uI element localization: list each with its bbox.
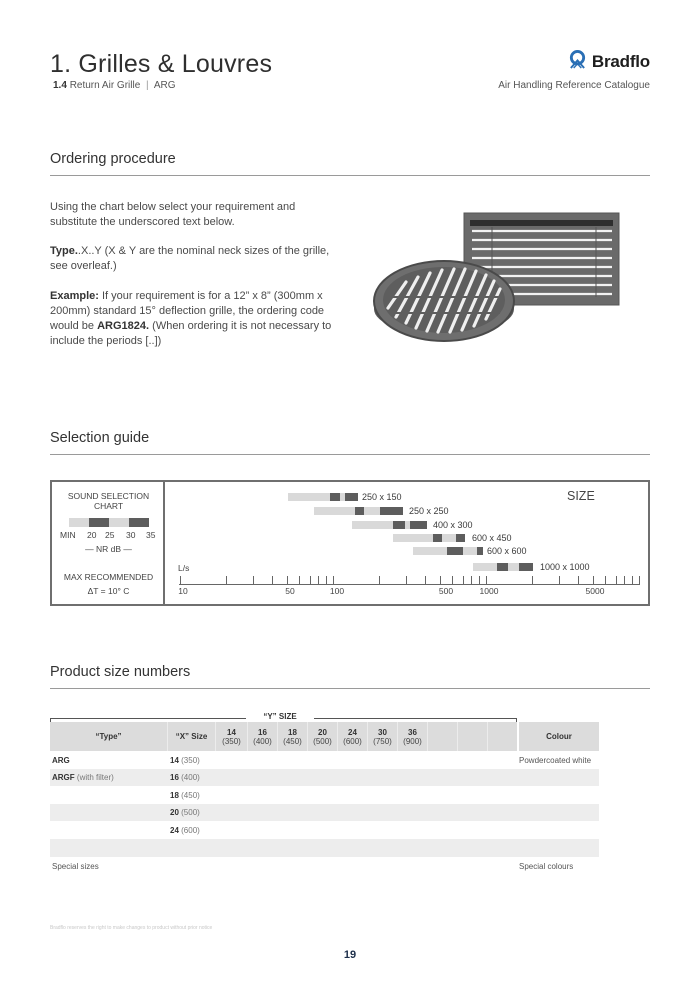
bar-label: 1000 x 1000 — [540, 562, 590, 572]
header-y-col-empty — [457, 722, 487, 751]
axis-tick — [272, 576, 273, 584]
header-y-col: 18 (450) — [277, 722, 307, 751]
bar-250x250-seg1 — [314, 507, 355, 515]
header-y-col: 16 (400) — [247, 722, 277, 751]
bar-1000x1000-seg3 — [508, 563, 519, 571]
bar-600x450-seg1 — [393, 534, 433, 542]
subtitle-code: ARG — [153, 80, 176, 91]
axis-tick — [287, 576, 288, 584]
axis-unit-label: L/s — [178, 563, 190, 573]
y-size-bracket-line — [314, 718, 517, 719]
ordering-heading: Ordering procedure — [50, 151, 176, 167]
axis-tick — [471, 576, 472, 584]
bar-label: 600 x 450 — [472, 533, 512, 543]
header-x-size: “X” Size — [167, 722, 215, 751]
subtitle-separator: | — [146, 80, 149, 91]
example-text-2: (When ordering it is not necessary to include the periods [..]) — [50, 320, 332, 347]
example-label: Example: — [50, 290, 99, 302]
brand-logo — [568, 50, 650, 73]
row-x-size: 18 (450) — [170, 791, 200, 800]
axis-tick — [616, 576, 617, 584]
bradflo-logo-icon — [568, 50, 587, 73]
legend-tick: 30 — [126, 530, 136, 540]
ordering-example — [50, 289, 340, 349]
axis-tick — [253, 576, 254, 584]
axis-tick — [299, 576, 300, 584]
size-table-header — [50, 722, 599, 751]
axis-tick — [180, 576, 181, 584]
axis-tick — [463, 576, 464, 584]
header-y-col: 14 (350) — [215, 722, 247, 751]
row-type: ARGF (with filter) — [52, 773, 114, 782]
bar-600x600-seg2 — [447, 547, 463, 555]
section-divider — [50, 454, 650, 455]
legend-tick: 25 — [105, 530, 115, 540]
axis-tick-label: 10 — [178, 586, 188, 596]
axis-tick — [486, 576, 487, 584]
header-type: “Type” — [95, 732, 122, 741]
selection-heading: Selection guide — [50, 430, 150, 446]
page-title: 1. Grilles & Louvres — [50, 50, 273, 78]
table-row — [50, 769, 599, 786]
table-row — [50, 804, 599, 821]
row-x-size: 16 (400) — [170, 773, 200, 782]
header-y-col: 20 (500) — [307, 722, 337, 751]
legend-title-1: SOUND SELECTION — [67, 491, 150, 501]
catalogue-title: Air Handling Reference Catalogue — [498, 80, 650, 91]
table-row — [50, 752, 599, 769]
table-row-empty — [50, 839, 599, 857]
disclaimer: Bradflo reserves the right to make changes to product without prior notice — [50, 925, 213, 931]
bar-400x300-seg4 — [410, 521, 427, 529]
legend-title-2: CHART — [93, 501, 124, 511]
legend-tick: 20 — [87, 530, 97, 540]
row-colour: Powdercoated white — [519, 756, 592, 765]
bar-250x250-seg4 — [380, 507, 403, 515]
bar-label: 250 x 150 — [362, 492, 402, 502]
subtitle-number: 1.4 — [53, 80, 67, 91]
row-type: ARG — [52, 756, 70, 765]
bar-250x250-seg3 — [364, 507, 380, 515]
bar-250x150-seg1 — [288, 493, 330, 501]
delta-t-label: ΔT = 10° C — [87, 586, 130, 596]
bar-1000x1000-seg1 — [473, 563, 497, 571]
axis-tick — [624, 576, 625, 584]
axis-tick-label: 100 — [329, 586, 345, 596]
section-divider — [50, 688, 650, 689]
legend-unit: — NR dB — — [85, 544, 132, 554]
axis-tick — [605, 576, 606, 584]
section-divider — [50, 175, 650, 176]
header-y-col-empty — [427, 722, 457, 751]
example-text-1: If your requirement is for a 12” x 8” (300mm x 200mm) standard 15° deflection grille, the ordering code would be — [50, 290, 325, 332]
axis-tick — [639, 576, 640, 584]
axis-tick — [379, 576, 380, 584]
bar-label: 600 x 600 — [487, 546, 527, 556]
table-row — [50, 822, 599, 839]
page-subtitle — [53, 80, 176, 91]
bar-1000x1000-seg2 — [497, 563, 508, 571]
bar-600x450-seg4 — [456, 534, 465, 542]
size-axis-label: SIZE — [567, 489, 595, 503]
page-number: 19 — [343, 949, 357, 961]
axis-tick — [440, 576, 441, 584]
product-image — [370, 205, 660, 355]
ordering-intro: Using the chart below select your requirement and substitute the underscored text below. — [50, 201, 296, 228]
example-code: ARG1824. — [97, 320, 150, 332]
ordering-type — [50, 244, 340, 274]
row-x-size: 24 (600) — [170, 826, 200, 835]
type-label: Type. — [50, 245, 78, 257]
legend-tick: MIN — [60, 530, 76, 540]
bar-600x600-seg1 — [413, 547, 447, 555]
axis-tick — [578, 576, 579, 584]
chart-plot-area — [52, 482, 648, 604]
bar-600x600-seg3 — [463, 547, 477, 555]
bar-600x450-seg3 — [442, 534, 456, 542]
header-y-col-empty — [487, 722, 517, 751]
header-y-col: 24 (600) — [337, 722, 367, 751]
axis-tick — [406, 576, 407, 584]
axis-tick — [310, 576, 311, 584]
axis-tick — [532, 576, 533, 584]
axis-tick — [632, 576, 633, 584]
bar-250x150-seg4 — [345, 493, 358, 501]
legend-tick: 35 — [146, 530, 156, 540]
axis-tick — [326, 576, 327, 584]
axis-tick-label: 5000 — [585, 586, 605, 596]
header-y-col: 36 (900) — [397, 722, 427, 751]
row-x-size: 14 (350) — [170, 756, 200, 765]
max-recommended-label: MAX RECOMMENDED — [63, 572, 154, 582]
bar-400x300-seg1 — [352, 521, 393, 529]
axis-tick — [318, 576, 319, 584]
row-x-size: 20 (500) — [170, 808, 200, 817]
product-sizes-heading: Product size numbers — [50, 664, 191, 680]
y-size-bracket-line — [50, 718, 246, 719]
axis-tick-label: 500 — [438, 586, 454, 596]
axis-tick — [226, 576, 227, 584]
header-colour: Colour — [517, 722, 599, 751]
subtitle-text: Return Air Grille — [69, 80, 141, 91]
y-size-label: “Y” SIZE — [263, 712, 297, 721]
bar-label: 400 x 300 — [433, 520, 473, 530]
type-text: .X..Y (X & Y are the nominal neck sizes of the grille, see overleaf.) — [50, 245, 330, 272]
bar-600x600-seg4 — [477, 547, 483, 555]
grille-illustration-icon — [370, 205, 660, 355]
axis-tick — [425, 576, 426, 584]
special-colours-label: Special colours — [519, 862, 574, 871]
special-sizes-label: Special sizes — [52, 862, 99, 871]
brand-name: Bradflo — [591, 51, 650, 71]
axis-tick — [452, 576, 453, 584]
table-row — [50, 787, 599, 804]
bar-label: 250 x 250 — [409, 506, 449, 516]
axis-tick-label: 1000 — [479, 586, 499, 596]
bar-250x150-seg2 — [330, 493, 340, 501]
header-y-col: 30 (750) — [367, 722, 397, 751]
bar-400x300-seg2 — [393, 521, 405, 529]
axis-tick — [559, 576, 560, 584]
axis-tick — [333, 576, 334, 584]
x-axis-line — [179, 584, 640, 585]
axis-tick-label: 50 — [285, 586, 295, 596]
sound-selection-chart — [50, 480, 650, 606]
axis-tick — [479, 576, 480, 584]
bar-600x450-seg2 — [433, 534, 442, 542]
axis-tick — [593, 576, 594, 584]
bar-1000x1000-seg4 — [519, 563, 533, 571]
bar-250x250-seg2 — [355, 507, 364, 515]
